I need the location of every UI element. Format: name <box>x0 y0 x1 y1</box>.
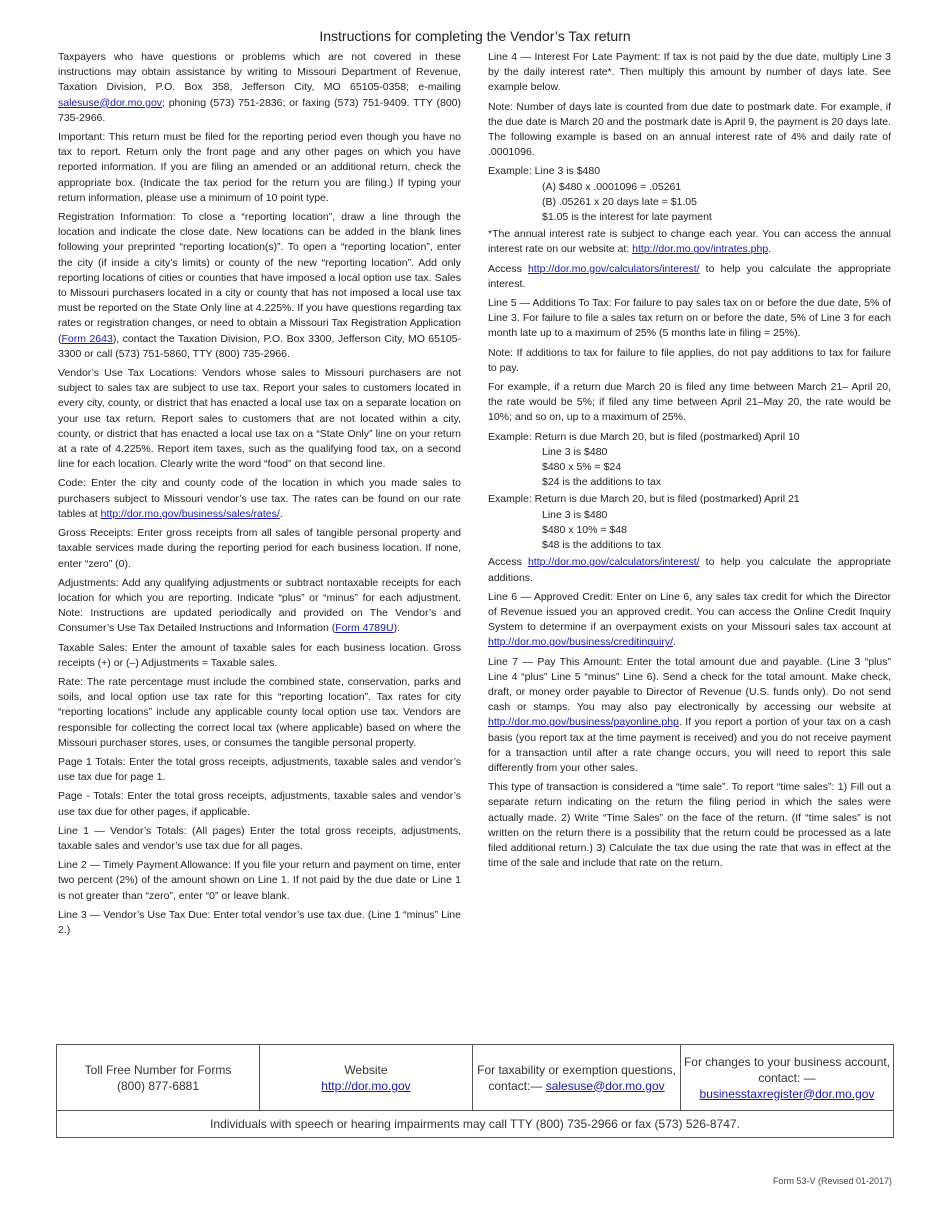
use-tax-locations-paragraph: Vendor’s Use Tax Locations: Vendors whose sales to Missouri purchasers are not subject to sales tax are subject to use tax. Report your sales to customers located in every city, county, or district that has enacted a local use tax on a separate location on your use tax return. Report sales to customers that are not located within a city, county, or district that has enacted a local use tax on a “State Only” line on your return at a rate of 4.225%. Report item taxes, such as the qualifying food tax, on a second line for each location. Clearly write the word “food” on that second line. <box>58 367 461 471</box>
rate-tables-link[interactable]: http://dor.mo.gov/business/sales/rates/ <box>100 507 280 520</box>
line7-paragraph: Line 7 — Pay This Amount: Enter the total amount due and payable. (Line 3 “plus” Line 4 “plus” Line 5 “minus” Line 6). Send a check for the total amount. Make check, draft, or money order payable to Director of Revenue (U.S. funds only). Do not send cash or stamps. You may also pay electronically by accessing our website at http://dor.mo.gov/business/payonline.php. If you report a portion of your tax on a cash basis (you report tax at the time payment is received) and you do not receive payment for a transaction until after a rate change occurs, you will need to report this sale differently from your other sales. <box>488 655 891 774</box>
interest-rate-paragraph: *The annual interest rate is subject to change each year. You can access the annual interest rate on our website at: http://dor.mo.gov/intrates.php. <box>488 228 891 256</box>
website-link[interactable]: http://dor.mo.gov <box>321 1078 411 1093</box>
days-late-note: Note: Number of days late is counted from due date to postmark date. For example, if the due date is March 20 and the postmark date is April 9, the payment is 20 days late. The following example is based on an annual interest rate of 4% and daily rate of .0001096. <box>488 100 891 159</box>
additions-calculator-paragraph: Access http://dor.mo.gov/calculators/interest/ to help you calculate the appropriate additions. <box>488 556 891 584</box>
left-column <box>58 50 461 942</box>
account-changes-email-link[interactable]: businesstaxregister@dor.mo.gov <box>699 1086 875 1101</box>
email-link[interactable]: salesuse@dor.mo.gov <box>58 96 163 109</box>
account-changes-label: For changes to your business account, contact: — <box>683 1054 891 1085</box>
form-number: Form 53-V (Revised 01-2017) <box>772 1176 892 1186</box>
forms-contact-cell <box>57 1045 260 1110</box>
contact-table <box>56 1044 894 1138</box>
account-changes-cell <box>681 1045 893 1110</box>
additions-example-1: Example: Return is due March 20, but is filed (postmarked) April 10 Line 3 is $480 $480 x 5% = $24 $24 is the additions to tax <box>488 430 800 489</box>
additions-note: Note: If additions to tax for failure to file applies, do not pay additions to tax for failure to pay. <box>488 346 891 374</box>
additions-calculator-link[interactable]: http://dor.mo.gov/calculators/interest/ <box>527 556 700 569</box>
registration-paragraph: Registration Information: To close a “reporting location”, draw a line through the location and indicate the close date. New locations can be added in the blank lines following your preprinted “reporting location(s)”. To open a “reporting location”, enter the city (if inside a city’s limits) or county of the new “reporting location”. Add only reporting locations of cities or counties that have imposed a local option use tax. Sales to Missouri purchasers located in a city or county that has not imposed a local use tax must be reported on the State Only line at 4.225%. If you have questions regarding tax rates or registration changes, or need to obtain a Missouri Tax Registration Application (Form 2643), contact the Taxation Division, P.O. Box 3300, Jefferson City, MO 65105-3300 or call (573) 751-5860, TTY (800) 735-2966. <box>58 211 461 360</box>
page1-totals-paragraph: Page 1 Totals: Enter the total gross receipts, adjustments, taxable sales and vendor’s use tax due for page 1. <box>58 755 461 784</box>
time-sale-paragraph: This type of transaction is considered a “time sale”. To report “time sales”: 1) Fill out a separate return indicating on the return the filing period in which the sales were actually made. 2) Write “Time Sales” on the face of the return. (If “time sales” is not written on the return there is a possibility that the return could be processed as a late filed additional return.) 3) Calculate the tax due using the rate that was in effect at the time of the sale and include that rate on the return. <box>488 781 891 870</box>
additions-example-intro: For example, if a return due March 20 is filed any time between March 21– April 20, the rate would be 5%; if filed any time between April 21–May 20, the rate would be 10%; and so on, up to a maximum of 25%. <box>488 381 891 424</box>
taxability-cell <box>473 1045 681 1110</box>
website-label: Website <box>344 1062 388 1077</box>
forms-phone: (800) 877-6881 <box>116 1078 200 1093</box>
tty-notice: Individuals with speech or hearing impairments may call TTY (800) 735-2966 or fax (573) 526-8747. <box>57 1110 893 1138</box>
form-4789u-link[interactable]: Form 4789U <box>335 622 394 635</box>
adjustments-paragraph: Adjustments: Add any qualifying adjustments or subtract nontaxable receipts for each location for which you are reporting. Indicate “plus” or “minus” for each adjustment. Note: Instructions are updated periodically and provided on The Vendor’s and Consumer’s Use Tax Detailed Instructions and Information (Form 4789U). <box>58 576 461 635</box>
interest-calculator-paragraph: Access http://dor.mo.gov/calculators/interest/ to help you calculate the appropriate interest. <box>488 262 891 290</box>
credit-inquiry-link[interactable]: http://dor.mo.gov/business/creditinquiry/ <box>488 636 674 649</box>
line2-paragraph: Line 2 — Timely Payment Allowance: If you file your return and payment on time, enter two percent (2%) of the amount shown on Line 1. If not paid by the due date or Line 1 is not greater than “zero”, enter “0” or leave blank. <box>58 859 461 902</box>
pay-online-link[interactable]: http://dor.mo.gov/business/payonline.php <box>488 716 679 729</box>
form-2643-link[interactable]: Form 2643 <box>61 332 113 345</box>
line4-paragraph: Line 4 — Interest For Late Payment: If tax is not paid by the due date, multiply Line 3 by the daily interest rate*. Then multiply this amount by number of days late. See example below. <box>488 51 891 94</box>
contact-info-paragraph: Taxpayers who have questions or problems which are not covered in these instructions may obtain assistance by writing to Missouri Department of Revenue, Taxation Division, P.O. Box 358, Jefferson City, MO 65105-0358; e-mailing salesuse@dor.mo.gov; phoning (573) 751-2836; or faxing (573) 751-9409. TTY (800) 735-2966. <box>58 51 461 124</box>
interest-example: Example: Line 3 is $480 (A) $480 x .0001096 = .05261 (B) .05261 x 20 days late = $1.05 $1.05 is the interest for late payment <box>488 165 712 224</box>
right-column <box>488 50 891 875</box>
additions-example-2: Example: Return is due March 20, but is filed (postmarked) April 21 Line 3 is $480 $480 x 10% = $48 $48 is the additions to tax <box>488 493 800 552</box>
taxability-label: For taxability or exemption questions, contact:— salesuse@dor.mo.gov <box>477 1062 676 1093</box>
gross-receipts-paragraph: Gross Receipts: Enter gross receipts from all sales of tangible personal property and taxable services made during the reporting period for each business location. If none, enter “zero” (0). <box>58 527 461 570</box>
line3-paragraph: Line 3 — Vendor’s Use Tax Due: Enter total vendor’s use tax due. (Line 1 “minus” Line 2.) <box>58 908 461 936</box>
interest-calculator-link[interactable]: http://dor.mo.gov/calculators/interest/ <box>527 262 700 275</box>
website-cell <box>260 1045 473 1110</box>
taxable-sales-paragraph: Taxable Sales: Enter the amount of taxable sales for each business location. Gross receipts (+) or (–) Adjustments = Taxable sales. <box>58 641 461 669</box>
page-title: Instructions for completing the Vendor’s Tax return <box>319 28 631 44</box>
line1-paragraph: Line 1 — Vendor’s Totals: (All pages) Enter the total gross receipts, adjustments, taxable sales and vendor’s use tax due for all pages. <box>58 824 461 852</box>
line5-paragraph: Line 5 — Additions To Tax: For failure to pay sales tax on or before the due date, 5% of Line 3. For failure to file a sales tax return on or before the date, 5% of Line 3 for each month late up to a maximum of 25% (5 months late in filing = 25%). <box>488 297 891 340</box>
page-totals-paragraph: Page - Totals: Enter the total gross receipts, adjustments, taxable sales and vendor’s use tax due for other pages, if applicable. <box>58 790 461 818</box>
line6-paragraph: Line 6 — Approved Credit: Enter on Line 6, any sales tax credit for which the Director of Revenue issued you an approved credit. You can access the Online Credit Inquiry System to determine if an overpayment exists on your Missouri sales tax account at http://dor.mo.gov/business/creditinquiry/. <box>488 590 891 649</box>
rate-paragraph: Rate: The rate percentage must include the combined state, conservation, parks and soils, and local option use tax rate for this “reporting location”. Tax rates for city “reporting locations” include any applicable county local option use tax. Vendors are responsible for collecting the correct local tax (where applicable) based on where the Missouri purchaser stores, uses, or consumes the tangible personal property. <box>58 675 461 749</box>
intrates-link[interactable]: http://dor.mo.gov/intrates.php <box>632 243 769 256</box>
taxability-email-link[interactable]: salesuse@dor.mo.gov <box>545 1078 665 1093</box>
code-paragraph: Code: Enter the city and county code of the location in which you made sales to purchasers subject to Missouri vendor’s use tax. The rates can be found on our rate tables at http://dor.mo.gov/business/sales/rates/. <box>58 477 461 520</box>
important-paragraph: Important: This return must be filed for the reporting period even though you have no tax to report. Return only the front page and any other pages on which you have reported information. If you are filing an amended or an additional return, check the appropriate box. (Indicate the tax period for the return you are filing.) If typing your return information, please use a minimum of 10 point type. <box>58 131 461 204</box>
forms-label: Toll Free Number for Forms <box>84 1062 232 1077</box>
